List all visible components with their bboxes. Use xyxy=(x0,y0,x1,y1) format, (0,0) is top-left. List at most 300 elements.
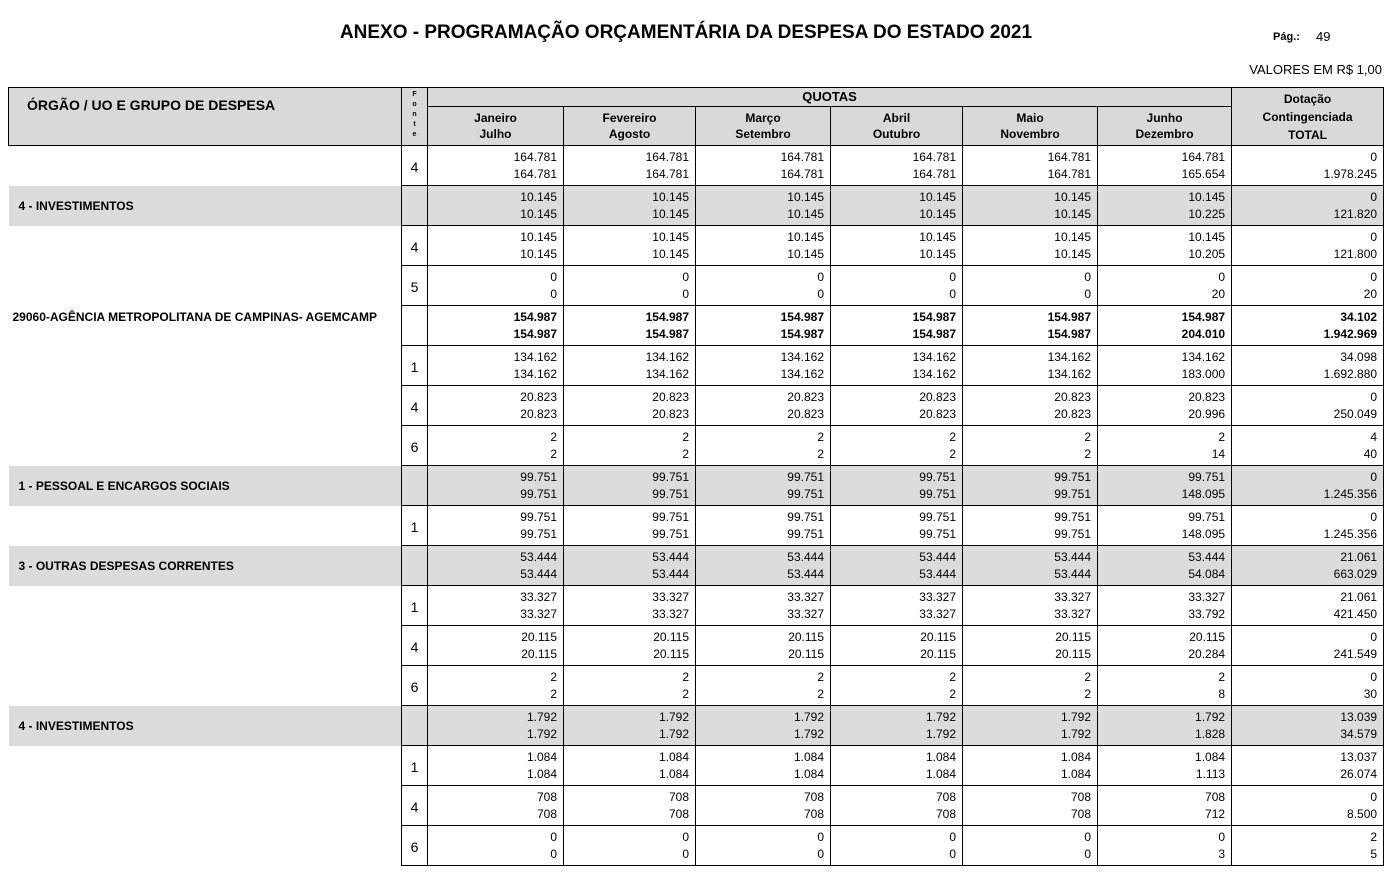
dotacao-cell xyxy=(1232,666,1384,706)
value-second-semester: 1.792 xyxy=(658,726,689,741)
value-first-semester: 21.061 xyxy=(1340,589,1378,604)
value-first-semester: 0 xyxy=(1370,149,1378,164)
dotacao-cell xyxy=(1232,346,1384,386)
fonte-cell xyxy=(402,306,428,346)
value-first-semester: 20.823 xyxy=(652,389,689,404)
quota-cell xyxy=(564,386,696,426)
quota-cell xyxy=(831,706,963,746)
quota-cell xyxy=(831,386,963,426)
quota-cell xyxy=(963,386,1098,426)
quota-cell xyxy=(428,826,564,866)
page-title: ANEXO - PROGRAMAÇÃO ORÇAMENTÁRIA DA DESPESA DO ESTADO 2021 xyxy=(339,22,1033,43)
quota-cell xyxy=(831,466,963,506)
quota-cell xyxy=(831,786,963,826)
value-second-semester: 1.792 xyxy=(925,726,956,741)
value-second-semester: 53.444 xyxy=(1054,566,1091,581)
quota-cell xyxy=(1098,626,1232,666)
value-first-semester: 1.084 xyxy=(925,749,956,764)
value-first-semester: 0 xyxy=(1084,829,1091,844)
value-second-semester: 2 xyxy=(817,446,824,461)
value-second-semester: 2 xyxy=(682,446,689,461)
value-first-semester: 20.823 xyxy=(520,389,557,404)
quota-cell xyxy=(564,346,696,386)
value-second-semester: 10.145 xyxy=(652,246,689,261)
quota-cell xyxy=(564,586,696,626)
value-second-semester: 14 xyxy=(1211,446,1226,461)
value-first-semester: 20.115 xyxy=(653,629,689,644)
month-second: Agosto xyxy=(608,127,651,141)
quota-cell xyxy=(696,786,831,826)
value-second-semester: 1.828 xyxy=(1195,726,1226,741)
quota-cell xyxy=(696,306,831,346)
budget-table xyxy=(8,87,1384,866)
value-second-semester: 10.145 xyxy=(652,206,689,221)
quota-cell xyxy=(428,346,564,386)
table-row xyxy=(9,626,1384,666)
value-first-semester: 0 xyxy=(1370,629,1378,644)
row-label xyxy=(9,346,402,386)
value-second-semester: 5 xyxy=(1370,846,1378,861)
fonte-cell xyxy=(402,466,428,506)
value-second-semester: 154.987 xyxy=(912,326,956,341)
value-first-semester: 0 xyxy=(1370,269,1378,284)
month-first: Maio xyxy=(1016,111,1044,125)
value-first-semester: 708 xyxy=(935,789,956,804)
value-second-semester: 164.781 xyxy=(513,166,557,181)
quota-cell xyxy=(831,506,963,546)
value-first-semester: 99.751 xyxy=(652,509,689,524)
value-second-semester: 99.751 xyxy=(1054,526,1091,541)
dotacao-cell xyxy=(1232,186,1384,226)
value-first-semester: 2 xyxy=(817,669,824,684)
value-first-semester: 708 xyxy=(803,789,824,804)
quota-cell xyxy=(428,746,564,786)
value-second-semester: 20.996 xyxy=(1188,406,1226,421)
value-second-semester: 708 xyxy=(668,806,689,821)
fonte-cell: 4 xyxy=(402,226,428,266)
row-label xyxy=(9,426,402,466)
quota-cell xyxy=(428,266,564,306)
page-label: Pág.: xyxy=(1273,31,1300,43)
quota-cell xyxy=(428,506,564,546)
value-second-semester: 99.751 xyxy=(652,486,689,501)
fonte-letter: t xyxy=(413,121,416,128)
fonte-cell: 1 xyxy=(402,586,428,626)
table-row xyxy=(9,546,1384,586)
value-first-semester: 154.987 xyxy=(1047,309,1091,324)
month-header xyxy=(428,107,564,146)
month-second: Julho xyxy=(479,127,512,141)
quota-cell xyxy=(831,346,963,386)
value-first-semester: 2 xyxy=(1218,429,1226,444)
quota-cell xyxy=(428,586,564,626)
quota-cell xyxy=(963,706,1098,746)
quota-cell xyxy=(1098,666,1232,706)
value-first-semester: 10.145 xyxy=(520,189,557,204)
quota-cell xyxy=(963,746,1098,786)
value-second-semester: 53.444 xyxy=(787,566,824,581)
value-second-semester: 1.113 xyxy=(1195,766,1226,781)
value-second-semester: 121.820 xyxy=(1333,206,1378,221)
value-first-semester: 53.444 xyxy=(919,549,956,564)
fonte-cell: 4 xyxy=(402,386,428,426)
value-first-semester: 20.823 xyxy=(919,389,956,404)
value-first-semester: 10.145 xyxy=(1054,229,1091,244)
value-second-semester: 33.327 xyxy=(520,606,557,621)
value-first-semester: 1.084 xyxy=(658,749,689,764)
value-second-semester: 183.000 xyxy=(1181,366,1226,381)
value-second-semester: 26.074 xyxy=(1340,766,1378,781)
value-second-semester: 134.162 xyxy=(912,366,956,381)
dotacao-cell xyxy=(1232,426,1384,466)
value-first-semester: 1.084 xyxy=(526,749,557,764)
value-second-semester: 10.145 xyxy=(919,206,956,221)
quota-cell xyxy=(1098,826,1232,866)
quota-cell xyxy=(963,346,1098,386)
value-first-semester: 2 xyxy=(550,669,557,684)
month-second: Novembro xyxy=(1000,127,1060,141)
value-first-semester: 0 xyxy=(1370,189,1378,204)
value-first-semester: 0 xyxy=(1218,829,1226,844)
value-first-semester: 99.751 xyxy=(520,469,557,484)
value-second-semester: 20.115 xyxy=(1055,646,1091,661)
value-second-semester: 20.823 xyxy=(652,406,689,421)
value-second-semester: 134.162 xyxy=(1047,366,1091,381)
quota-cell xyxy=(831,306,963,346)
month-second: Dezembro xyxy=(1135,127,1194,141)
value-second-semester: 1.978.245 xyxy=(1323,166,1378,181)
value-first-semester: 34.098 xyxy=(1340,349,1378,364)
value-second-semester: 0 xyxy=(949,846,956,861)
value-second-semester: 99.751 xyxy=(787,486,824,501)
fonte-letter: n xyxy=(412,111,417,118)
fonte-letter: F xyxy=(412,91,417,98)
value-second-semester: 1.084 xyxy=(658,766,689,781)
value-first-semester: 164.781 xyxy=(645,149,689,164)
quota-cell xyxy=(963,466,1098,506)
quota-cell xyxy=(1098,706,1232,746)
value-second-semester: 0 xyxy=(817,846,824,861)
value-first-semester: 708 xyxy=(668,789,689,804)
value-second-semester: 2 xyxy=(1084,446,1091,461)
row-label xyxy=(9,746,402,786)
value-first-semester: 2 xyxy=(1084,429,1091,444)
value-second-semester: 712 xyxy=(1205,806,1226,821)
value-second-semester: 154.987 xyxy=(780,326,824,341)
value-second-semester: 134.162 xyxy=(513,366,557,381)
value-first-semester: 21.061 xyxy=(1340,549,1378,564)
quota-cell xyxy=(963,786,1098,826)
quota-cell xyxy=(1098,146,1232,186)
value-first-semester: 99.751 xyxy=(787,509,824,524)
value-second-semester: 154.987 xyxy=(1047,326,1091,341)
value-second-semester: 10.225 xyxy=(1188,206,1226,221)
value-first-semester: 99.751 xyxy=(787,469,824,484)
quota-cell xyxy=(564,706,696,746)
value-first-semester: 2 xyxy=(1084,669,1091,684)
quota-cell xyxy=(1098,586,1232,626)
value-second-semester: 2 xyxy=(949,446,956,461)
value-first-semester: 0 xyxy=(949,829,956,844)
quota-cell xyxy=(696,626,831,666)
value-second-semester: 164.781 xyxy=(645,166,689,181)
value-first-semester: 164.781 xyxy=(1047,149,1091,164)
dotacao-cell xyxy=(1232,146,1384,186)
quota-cell xyxy=(1098,466,1232,506)
quota-cell xyxy=(696,146,831,186)
value-second-semester: 164.781 xyxy=(912,166,956,181)
quota-cell xyxy=(428,306,564,346)
value-second-semester: 708 xyxy=(935,806,956,821)
value-second-semester: 0 xyxy=(682,286,689,301)
value-second-semester: 154.987 xyxy=(645,326,689,341)
value-second-semester: 99.751 xyxy=(1054,486,1091,501)
row-label xyxy=(9,266,402,306)
value-second-semester: 8 xyxy=(1218,686,1226,701)
value-first-semester: 1.792 xyxy=(1060,709,1091,724)
quota-cell xyxy=(963,306,1098,346)
value-first-semester: 99.751 xyxy=(919,509,956,524)
quota-cell xyxy=(428,466,564,506)
dotacao-line: Dotação xyxy=(1283,91,1332,106)
value-second-semester: 2 xyxy=(949,686,956,701)
value-second-semester: 20.823 xyxy=(520,406,557,421)
value-second-semester: 99.751 xyxy=(919,486,956,501)
quota-cell xyxy=(963,146,1098,186)
value-second-semester: 99.751 xyxy=(787,526,824,541)
value-first-semester: 154.987 xyxy=(645,309,689,324)
quota-cell xyxy=(831,226,963,266)
quota-cell xyxy=(963,426,1098,466)
value-first-semester: 33.327 xyxy=(520,589,557,604)
fonte-cell: 1 xyxy=(402,746,428,786)
value-first-semester: 20.115 xyxy=(1189,629,1226,644)
value-first-semester: 33.327 xyxy=(787,589,824,604)
value-second-semester: 34.579 xyxy=(1340,726,1378,741)
dotacao-cell xyxy=(1232,586,1384,626)
value-second-semester: 0 xyxy=(550,286,557,301)
quota-cell xyxy=(696,666,831,706)
quota-cell xyxy=(963,666,1098,706)
dotacao-cell xyxy=(1232,746,1384,786)
value-first-semester: 2 xyxy=(949,429,956,444)
month-header xyxy=(696,107,831,146)
value-second-semester: 165.654 xyxy=(1181,166,1226,181)
quota-cell xyxy=(428,626,564,666)
quota-cell xyxy=(831,186,963,226)
value-first-semester: 0 xyxy=(817,829,824,844)
value-second-semester: 3 xyxy=(1218,846,1226,861)
value-second-semester: 99.751 xyxy=(520,526,557,541)
table-header xyxy=(9,88,1384,146)
quota-cell xyxy=(1098,386,1232,426)
value-second-semester: 1.792 xyxy=(526,726,557,741)
value-second-semester: 33.327 xyxy=(1054,606,1091,621)
quota-cell xyxy=(564,506,696,546)
table-row xyxy=(9,346,1384,386)
value-first-semester: 154.987 xyxy=(513,309,557,324)
quota-cell xyxy=(963,186,1098,226)
table-row xyxy=(9,466,1384,506)
quota-cell xyxy=(564,786,696,826)
quota-cell xyxy=(564,226,696,266)
value-second-semester: 2 xyxy=(682,686,689,701)
value-first-semester: 10.145 xyxy=(652,189,689,204)
value-first-semester: 20.115 xyxy=(920,629,956,644)
value-first-semester: 134.162 xyxy=(1181,349,1226,364)
value-first-semester: 99.751 xyxy=(919,469,956,484)
value-first-semester: 1.084 xyxy=(1195,749,1226,764)
value-second-semester: 20.823 xyxy=(787,406,824,421)
fonte-cell xyxy=(402,706,428,746)
quota-cell xyxy=(428,186,564,226)
value-first-semester: 10.145 xyxy=(787,189,824,204)
quota-cell xyxy=(564,306,696,346)
fonte-cell: 1 xyxy=(402,346,428,386)
month-first: Junho xyxy=(1146,111,1183,125)
value-second-semester: 20.823 xyxy=(1054,406,1091,421)
value-first-semester: 0 xyxy=(1370,389,1378,404)
value-second-semester: 0 xyxy=(1084,846,1091,861)
grupo-label: 4 - INVESTIMENTOS xyxy=(9,186,402,226)
value-second-semester: 2 xyxy=(817,686,824,701)
fonte-cell xyxy=(402,546,428,586)
quota-cell xyxy=(696,426,831,466)
table-row xyxy=(9,506,1384,546)
value-second-semester: 134.162 xyxy=(645,366,689,381)
value-second-semester: 204.010 xyxy=(1181,326,1226,341)
value-second-semester: 1.942.969 xyxy=(1323,326,1378,341)
table-row xyxy=(9,226,1384,266)
value-first-semester: 20.115 xyxy=(788,629,824,644)
quota-cell xyxy=(564,146,696,186)
value-first-semester: 1.792 xyxy=(658,709,689,724)
value-second-semester: 10.145 xyxy=(787,206,824,221)
quota-cell xyxy=(696,386,831,426)
row-label xyxy=(9,826,402,866)
value-first-semester: 154.987 xyxy=(1181,309,1226,324)
value-second-semester: 0 xyxy=(550,846,557,861)
quota-cell xyxy=(696,706,831,746)
quota-cell xyxy=(696,586,831,626)
row-label xyxy=(9,626,402,666)
value-first-semester: 1.792 xyxy=(526,709,557,724)
table-row xyxy=(9,186,1384,226)
value-second-semester: 121.800 xyxy=(1333,246,1378,261)
value-first-semester: 33.327 xyxy=(1188,589,1226,604)
grupo-label: 4 - INVESTIMENTOS xyxy=(9,706,402,746)
value-second-semester: 164.781 xyxy=(780,166,824,181)
dotacao-cell xyxy=(1232,226,1384,266)
quotas-header: QUOTAS xyxy=(428,88,1232,107)
value-first-semester: 2 xyxy=(682,429,689,444)
value-second-semester: 33.792 xyxy=(1188,606,1226,621)
quota-cell xyxy=(831,666,963,706)
value-first-semester: 1.792 xyxy=(1195,709,1226,724)
value-first-semester: 53.444 xyxy=(652,549,689,564)
value-second-semester: 250.049 xyxy=(1333,406,1378,421)
quota-cell xyxy=(1098,786,1232,826)
quota-cell xyxy=(428,786,564,826)
value-second-semester: 53.444 xyxy=(919,566,956,581)
value-first-semester: 53.444 xyxy=(1054,549,1091,564)
value-first-semester: 4 xyxy=(1370,429,1378,444)
dotacao-cell xyxy=(1232,706,1384,746)
quota-cell xyxy=(428,386,564,426)
quota-cell xyxy=(564,626,696,666)
value-first-semester: 154.987 xyxy=(780,309,824,324)
quota-cell xyxy=(696,826,831,866)
value-first-semester: 10.145 xyxy=(1188,229,1226,244)
value-first-semester: 164.781 xyxy=(912,149,956,164)
value-second-semester: 0 xyxy=(949,286,956,301)
value-second-semester: 2 xyxy=(1084,686,1091,701)
quota-cell xyxy=(831,826,963,866)
value-first-semester: 20.823 xyxy=(1188,389,1226,404)
value-first-semester: 1.792 xyxy=(793,709,824,724)
value-second-semester: 10.205 xyxy=(1188,246,1226,261)
quota-cell xyxy=(831,426,963,466)
fonte-cell: 4 xyxy=(402,626,428,666)
value-second-semester: 1.245.356 xyxy=(1323,526,1378,541)
month-first: Abril xyxy=(882,111,911,125)
quota-cell xyxy=(696,186,831,226)
fonte-cell: 1 xyxy=(402,506,428,546)
value-first-semester: 1.084 xyxy=(1060,749,1091,764)
quota-cell xyxy=(963,546,1098,586)
quota-cell xyxy=(1098,426,1232,466)
table-row xyxy=(9,666,1384,706)
month-second: Setembro xyxy=(735,127,791,141)
value-first-semester: 1.792 xyxy=(925,709,956,724)
dotacao-cell xyxy=(1232,626,1384,666)
value-second-semester: 33.327 xyxy=(919,606,956,621)
quota-cell xyxy=(564,426,696,466)
value-second-semester: 708 xyxy=(803,806,824,821)
value-second-semester: 99.751 xyxy=(919,526,956,541)
table-row xyxy=(9,746,1384,786)
value-second-semester: 53.444 xyxy=(520,566,557,581)
value-second-semester: 40 xyxy=(1363,446,1378,461)
currency-note: VALORES EM R$ 1,00 xyxy=(1249,62,1382,77)
value-first-semester: 20.823 xyxy=(787,389,824,404)
quota-cell xyxy=(696,226,831,266)
value-first-semester: 164.781 xyxy=(513,149,557,164)
table-row xyxy=(9,706,1384,746)
value-first-semester: 134.162 xyxy=(1047,349,1091,364)
value-second-semester: 99.751 xyxy=(520,486,557,501)
value-first-semester: 99.751 xyxy=(652,469,689,484)
month-header xyxy=(1098,107,1232,146)
value-first-semester: 0 xyxy=(1370,229,1378,244)
month-first: Março xyxy=(745,111,781,125)
row-label xyxy=(9,506,402,546)
value-first-semester: 2 xyxy=(550,429,557,444)
value-first-semester: 0 xyxy=(1218,269,1226,284)
value-first-semester: 99.751 xyxy=(1054,469,1091,484)
value-second-semester: 1.084 xyxy=(526,766,557,781)
value-first-semester: 2 xyxy=(949,669,956,684)
dotacao-header xyxy=(1232,88,1384,146)
value-first-semester: 708 xyxy=(1205,789,1226,804)
value-second-semester: 1.792 xyxy=(793,726,824,741)
quota-cell xyxy=(696,546,831,586)
value-second-semester: 241.549 xyxy=(1333,646,1378,661)
quota-cell xyxy=(831,146,963,186)
value-first-semester: 99.751 xyxy=(1054,509,1091,524)
fonte-cell: 6 xyxy=(402,426,428,466)
fonte-cell: 6 xyxy=(402,666,428,706)
